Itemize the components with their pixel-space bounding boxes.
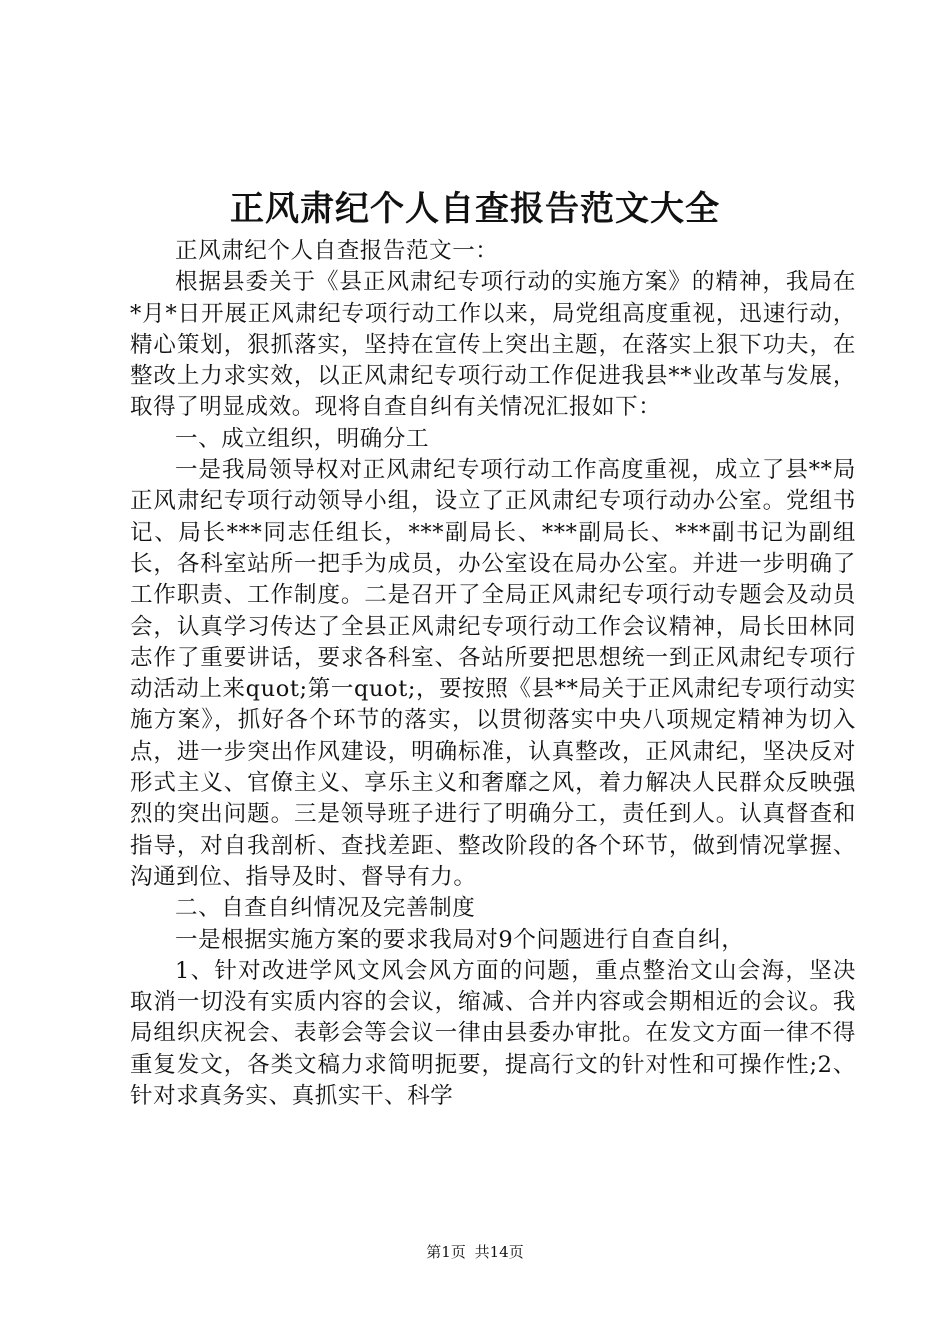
paragraph: 正风肃纪个人自查报告范文一： bbox=[175, 238, 499, 264]
section-heading: 二、自查自纠情况及完善制度 bbox=[175, 895, 476, 922]
section-heading: 一、成立组织，明确分工 bbox=[175, 425, 430, 452]
paragraph: 根据县委关于《县正风肃纪专项行动的实施方案》的精神，我局在*月*日开展正风肃纪专项行动工作以来，局党组高度重视，迅速行动，精心策划，狠抓落实，坚持在宣传上突出主题，在落实上狠下功夫，在整改上力求实效，以正风肃纪专项行动工作促进我县**业改革与发展，取得了明显成效。现将自查自纠有关情况汇报如下： bbox=[130, 269, 856, 421]
page-total: 共14页 bbox=[474, 1243, 524, 1261]
paragraph: 一是根据实施方案的要求我局对9个问题进行自查自纠， bbox=[175, 926, 745, 953]
paragraph: 1、针对改进学风文风会风方面的问题，重点整治文山会海，坚决取消一切没有实质内容的会议，缩减、合并内容或会期相近的会议。我局组织庆祝会、表彰会等会议一律由县委办审批。在发文方面一律不得重复发文，各类文稿力求简明扼要，提高行文的针对性和可操作性;2、针对求真务实、真抓实干、科学 bbox=[130, 957, 856, 1110]
document-body bbox=[130, 236, 856, 1112]
document-title: 正风肃纪个人自查报告范文大全 bbox=[230, 189, 720, 229]
page-number: 第1页 bbox=[426, 1243, 466, 1261]
page-footer bbox=[0, 1240, 950, 1264]
paragraph: 一是我局领导权对正风肃纪专项行动工作高度重视，成立了县**局正风肃纪专项行动领导小组，设立了正风肃纪专项行动办公室。党组书记、局长***同志任组长，***副局长、***副局长、***副书记为副组长，各科室站所一把手为成员，办公室设在局办公室。并进一步明确了工作职责、工作制度。二是召开了全局正风肃纪专项行动专题会及动员会，认真学习传达了全县正风肃纪专项行动工作会议精神，局长田林同志作了重要讲话，要求各科室、各站所要把思想统一到正风肃纪专项行动活动上来quot;第一quot;，要按照《县**局关于正风肃纪专项行动实施方案》，抓好各个环节的落实，以贯彻落实中央八项规定精神为切入点，进一步突出作风建设，明确标准，认真整改，正风肃纪，坚决反对形式主义、官僚主义、享乐主义和奢靡之风，着力解决人民群众反映强烈的突出问题。三是领导班子进行了明确分工，责任到人。认真督查和指导，对自我剖析、查找差距、整改阶段的各个环节，做到情况掌握、沟通到位、指导及时、督导有力。 bbox=[130, 457, 856, 890]
